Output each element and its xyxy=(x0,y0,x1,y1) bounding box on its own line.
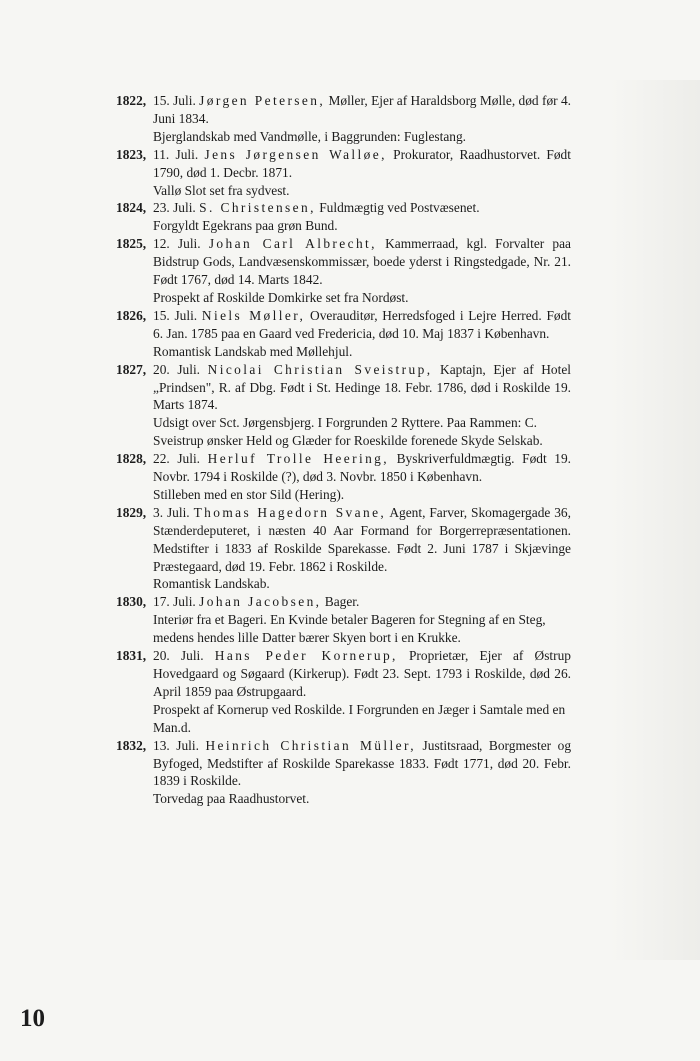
entry-name: Jens Jørgensen Walløe, xyxy=(204,146,387,162)
entry-motif: Torvedag paa Raadhustorvet. xyxy=(153,791,310,807)
entry-text xyxy=(153,737,571,791)
entry-name: Niels Møller, xyxy=(201,307,306,323)
entry-text xyxy=(153,647,571,701)
entry-description: Justitsraad, Borgmester og Byfoged, Medstifter af Roskilde Sparekasse 1833. Født 1771, død 20. Febr. 1839 i Roskilde. xyxy=(153,737,572,789)
entry-motif: Bjerglandskab med Vandmølle, i Baggrunden: Fuglestang. xyxy=(153,128,467,144)
entry-1826 xyxy=(116,307,571,361)
entry-motif: Romantisk Landskab. xyxy=(153,576,270,592)
entry-1830 xyxy=(116,593,571,647)
entry-description: Kammerraad, kgl. Forvalter paa Bidstrup Gods, Landvæsenskommissær, boede yderst i Ringstedgade, Nr. 21. Født 1767, død 14. Marts 1842. xyxy=(153,236,572,288)
entry-motif: Romantisk Landskab med Møllehjul. xyxy=(153,343,353,359)
entry-date: 15. Juli. xyxy=(153,307,198,323)
entry-1829 xyxy=(116,504,571,594)
entry-year: 1822, xyxy=(116,93,147,108)
entry-motif: Vallø Slot set fra sydvest. xyxy=(153,182,290,198)
entry-year: 1826, xyxy=(116,307,147,323)
entry-description: Prokurator, Raadhustorvet. Født 1790, død 1. Decbr. 1871. xyxy=(153,146,571,180)
entry-date: 20. Juli. xyxy=(153,361,201,377)
entry-date: 17. Juli. xyxy=(153,594,196,610)
entry-text xyxy=(153,593,571,611)
entry-year: 1823, xyxy=(116,146,147,162)
entry-year: 1825, xyxy=(116,236,147,252)
entry-date: 11. Juli. xyxy=(153,146,199,162)
entry-date: 20. Juli. xyxy=(153,648,204,664)
entry-text xyxy=(153,146,571,182)
entry-motif: Stilleben med en stor Sild (Hering). xyxy=(153,486,345,502)
entry-text xyxy=(153,199,571,217)
entry-list xyxy=(116,92,571,808)
entry-date: 12. Juli. xyxy=(153,236,201,252)
bleed-through-shadow xyxy=(610,80,700,960)
entry-description: Bager. xyxy=(324,594,360,610)
entry-year: 1824, xyxy=(116,200,147,216)
entry-text xyxy=(153,450,571,486)
entry-description: Byskriverfuldmægtig. Født 19. Novbr. 1794 i Roskilde (?), død 3. Novbr. 1850 i København. xyxy=(153,451,571,485)
entry-motif: Prospekt af Roskilde Domkirke set fra Nordøst. xyxy=(153,289,409,305)
entry-year: 1829, xyxy=(116,504,147,520)
entry-motif: Prospekt af Kornerup ved Roskilde. I Forgrunden en Jæger i Samtale med en Man.d. xyxy=(153,701,566,735)
entry-1831 xyxy=(116,647,571,737)
entry-description: Kaptajn, Ejer af Hotel „Prindsen", R. af Dbg. Født i St. Hedinge 18. Febr. 1786, død i Roskilde 19. Marts 1874. xyxy=(153,361,572,413)
entry-date: 23. Juli. xyxy=(153,200,196,216)
entry-year: 1832, xyxy=(116,737,147,753)
entry-description: Agent, Farver, Skomagergade 36, Stænderdeputeret, i næsten 40 Aar Formand for Borgerrepræsentationen. Medstifter i 1833 af Roskilde Sparekasse. Født 2. Juni 1787 i Skjævinge Præstegaard, død 19. Febr. 1862 i Roskilde. xyxy=(153,504,571,574)
entry-text xyxy=(153,361,571,415)
entry-1825 xyxy=(116,235,571,307)
entry-date: 22. Juli. xyxy=(153,451,201,467)
entry-date: 13. Juli. xyxy=(153,737,199,753)
entry-motif: Udsigt over Sct. Jørgensbjerg. I Forgrunden 2 Ryttere. Paa Rammen: C. Sveistrup ønsker Held og Glæder for Roeskilde forenede Skyde Selskab. xyxy=(153,415,543,449)
entry-name: S. Christensen, xyxy=(199,200,316,216)
entry-description: Møller, Ejer af Haraldsborg Mølle, død før 4. Juni 1834. xyxy=(153,93,572,126)
entry-1822 xyxy=(116,92,571,146)
entry-description: Overauditør, Herredsfoged i Lejre Herred. Født 6. Jan. 1785 paa en Gaard ved Fredericia, død 10. Maj 1837 i København. xyxy=(153,307,571,341)
entry-name: Johan Jacobsen, xyxy=(199,594,322,610)
entry-1827 xyxy=(116,361,571,451)
entry-name: Nicolai Christian Sveistrup, xyxy=(207,361,433,377)
entry-1828 xyxy=(116,450,571,504)
page-number: 10 xyxy=(20,1005,45,1032)
entry-name: Heinrich Christian Müller, xyxy=(205,737,417,753)
entry-1823 xyxy=(116,146,571,200)
entry-name: Thomas Hagedorn Svane, xyxy=(193,504,387,520)
entry-year: 1827, xyxy=(116,361,147,377)
entry-name: Herluf Trolle Heering, xyxy=(207,451,390,467)
entry-text xyxy=(153,92,571,128)
entry-name: Johan Carl Albrecht, xyxy=(208,236,377,252)
entry-text xyxy=(153,307,571,343)
entry-name: Hans Peder Kornerup, xyxy=(214,648,398,664)
entry-date: 3. Juli. xyxy=(153,504,190,520)
entry-description: Fuldmægtig ved Postvæsenet. xyxy=(319,200,480,216)
entry-1832 xyxy=(116,737,571,809)
entry-year: 1830, xyxy=(116,594,147,610)
entry-name: Jørgen Petersen, xyxy=(199,93,326,108)
entry-text xyxy=(153,235,571,289)
entry-text xyxy=(153,504,571,576)
entry-1824 xyxy=(116,199,571,235)
entry-date: 15. Juli. xyxy=(153,93,196,108)
entry-description: Proprietær, Ejer af Østrup Hovedgaard og Søgaard (Kirkerup). Født 23. Sept. 1793 i Roskilde, død 26. April 1859 paa Østrupgaard. xyxy=(153,648,571,699)
entry-year: 1831, xyxy=(116,648,147,664)
entry-motif: Interiør fra et Bageri. En Kvinde betaler Bageren for Stegning af en Steg, medens hendes lille Datter bærer Skyen bort i en Krukke. xyxy=(153,612,546,646)
entry-year: 1828, xyxy=(116,451,147,467)
entry-motif: Forgyldt Egekrans paa grøn Bund. xyxy=(153,218,338,234)
